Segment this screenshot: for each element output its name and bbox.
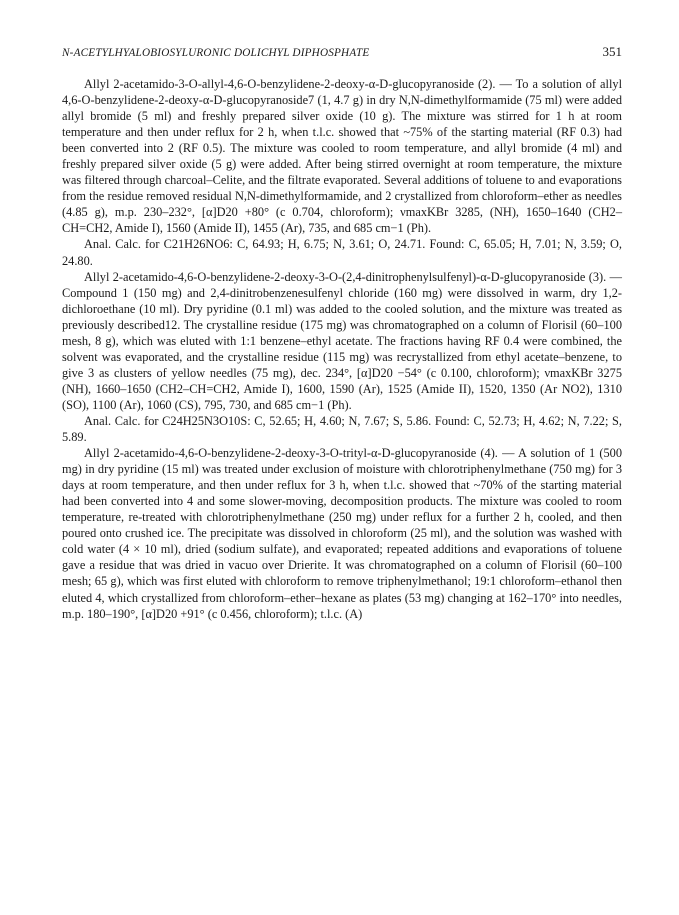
- body-text: [62, 76, 622, 622]
- paragraph-compound-3: Allyl 2-acetamido-4,6-O-benzylidene-2-deoxy-3-O-(2,4-dinitrophenylsulfenyl)-α-D-glucopyranoside (3). — Compound 1 (150 mg) and 2,4-dinitrobenzenesulfenyl chloride (160 mg) were dissolved in warm, dry 1,2-dichloroethane (10 ml). Dry pyridine (0.1 ml) was added to the cooled solution, and the mixture was treated as previously described12. The crystalline residue (175 mg) was chromatographed on a column of Florisil (60–100 mesh, 8 g), which was eluted with 1:1 benzene–ethyl acetate. The fractions having RF 0.4 were combined, the solvent was evaporated, and the crystalline residue (115 mg) was recrystallized from ethyl acetate–benzene, to give 3 as clusters of yellow needles (75 mg), dec. 234°, [α]D20 −54° (c 0.100, chloroform); νmaxKBr 3275 (NH), 1660–1650 (CH2–CH=CH2, Amide I), 1600, 1590 (Ar), 1525 (Amide II), 1520, 1350 (Ar NO2), 1310 (SO), 1100 (Ar), 1060 (CS), 795, 730, and 685 cm−1 (Ph).: [62, 269, 622, 412]
- page-header: [62, 44, 622, 60]
- paragraph-compound-2: Allyl 2-acetamido-3-O-allyl-4,6-O-benzylidene-2-deoxy-α-D-glucopyranoside (2). — To a solution of allyl 4,6-O-benzylidene-2-deoxy-α-D-glucopyranoside7 (1, 4.7 g) in dry N,N-dimethylformamide (75 ml) were added allyl bromide (5 ml) and freshly prepared silver oxide (10 g). The mixture was stirred for 1 h at room temperature and then under reflux for 2 h, when t.l.c. showed that ~75% of the starting material (RF 0.3) had been converted into 2 (RF 0.5). The mixture was cooled to room temperature, and allyl bromide (4 ml) and freshly prepared silver oxide (5 g) were added. After being stirred overnight at room temperature, the mixture was filtered through charcoal–Celite, and the filtrate evaporated. Several additions of toluene to and evaporations from the residue removed residual N,N-dimethylformamide, and 2 crystallized from chloroform–ether as needles (4.85 g), m.p. 230–232°, [α]D20 +80° (c 0.704, chloroform); νmaxKBr 3285, (NH), 1650–1640 (CH2–CH=CH2, Amide I), 1560 (Amide II), 1455 (Ar), 735, and 685 cm−1 (Ph).: [62, 77, 622, 236]
- paragraph-analysis-3: Anal. Calc. for C24H25N3O10S: C, 52.65; H, 4.60; N, 7.67; S, 5.86. Found: C, 52.73; H, 4.62; N, 7.22; S, 5.89.: [62, 413, 622, 445]
- paragraph-analysis-2: Anal. Calc. for C21H26NO6: C, 64.93; H, 6.75; N, 3.61; O, 24.71. Found: C, 65.05; H, 7.01; N, 3.59; O, 24.80.: [62, 237, 622, 268]
- running-head: N-ACETYLHYALOBIOSYLURONIC DOLICHYL DIPHOSPHATE: [62, 47, 370, 59]
- paragraph-compound-4: Allyl 2-acetamido-4,6-O-benzylidene-2-deoxy-3-O-trityl-α-D-glucopyranoside (4). — A solution of 1 (500 mg) in dry pyridine (15 ml) was treated under exclusion of moisture with chlorotriphenylmethane (750 mg) for 3 days at room temperature, and then under reflux for 3 h, when t.l.c. showed that ~70% of the starting material had been converted into 4 and some slower-moving, decomposition products. The mixture was cooled to room temperature, re-treated with chlorotriphenylmethane (250 mg) under reflux for a further 2 h, cooled, and then poured onto crushed ice. The precipitate was dissolved in chloroform (25 ml), and the solution was washed with cold water (4 × 10 ml), dried (sodium sulfate), and evaporated; repeated additions and evaporations of toluene gave a residue that was dried in vacuo over Drierite. It was chromatographed on a column of Florisil (60–100 mesh; 65 g), which was first eluted with chloroform to remove triphenylmethanol; 19:1 chloroform–ethanol then eluted 4, which crystallized from chloroform–ether–hexane as plates (53 mg) changing at 162–170° into needles, m.p. 180–190°, [α]D20 +91° (c 0.456, chloroform); t.l.c. (A): [62, 446, 622, 621]
- page-number: 351: [602, 44, 622, 59]
